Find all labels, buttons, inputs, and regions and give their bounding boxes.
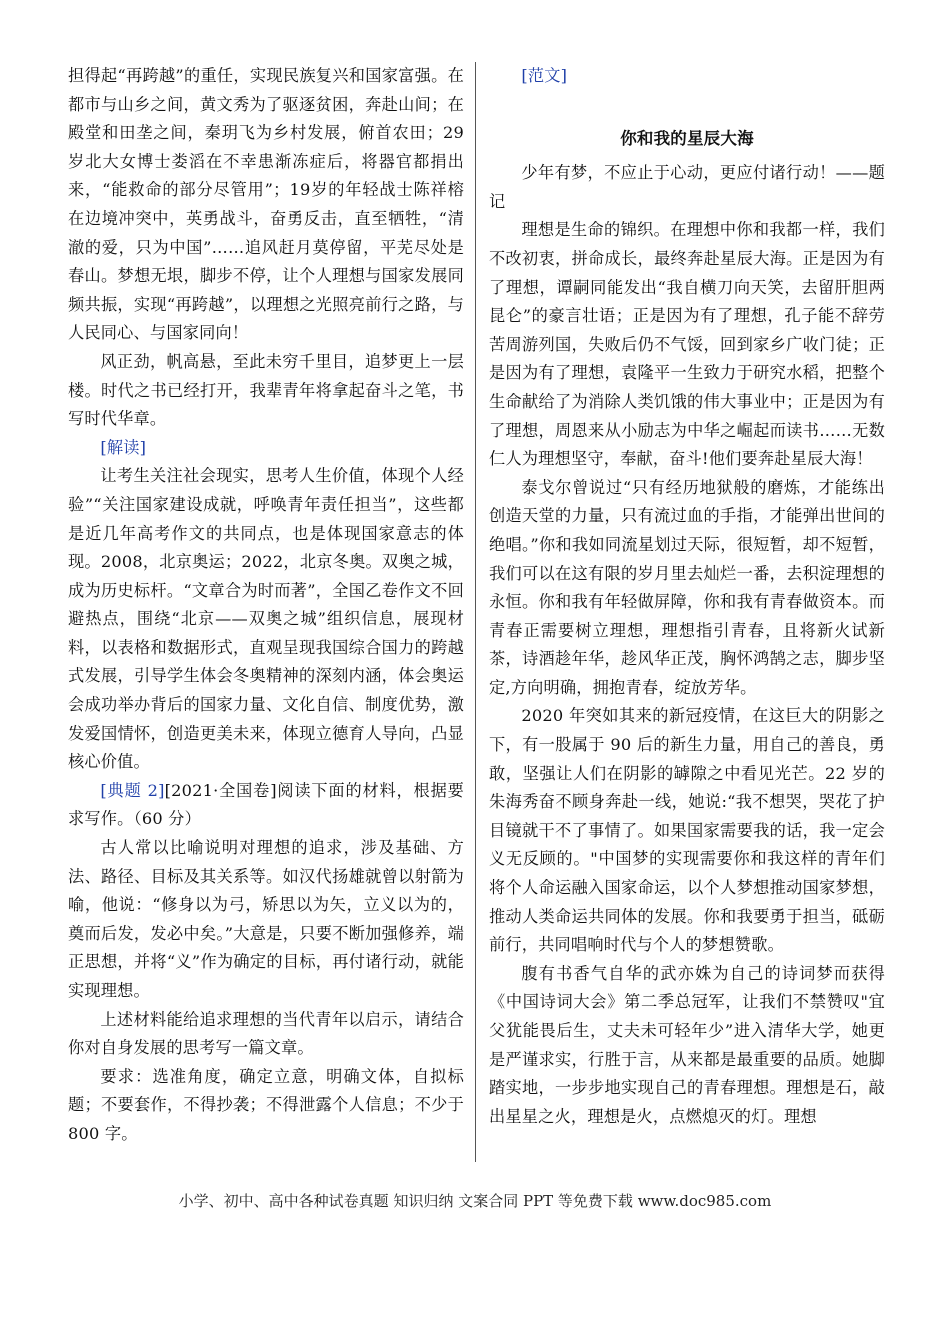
material-paragraph: 古人常以比喻说明对理想的追求，涉及基础、方法、路径、目标及其关系等。如汉代扬雄就曾以射箭为喻，他说：“修身以为弓，矫思以为矢，立义以为的，奠而后发，发必中矣。”大意是，只要不断加强修养，端正思想，并将“义”作为确定的目标，再付诸行动，就能实现理想。: [68, 838, 464, 1000]
section-tag-dianti: [典题 2]: [100, 780, 165, 800]
requirements-paragraph: 要求：选准角度，确定立意，明确文体，自拟标题；不要套作，不得抄袭；不得泄露个人信息；不少于 800 字。: [68, 1066, 464, 1143]
essay-paragraph-1: 理想是生命的锦织。在理想中你和我都一样，我们不改初衷，拼命成长，最终奔赴星辰大海。正是因为有了理想，谭嗣同能发出“我自横刀向天笑，去留肝胆两昆仑”的豪言壮语；正是因为有了理想，孔子能不辞劳苦周游列国，失败后仍不气馁，回到家乡广收门徒；正是因为有了理想，袁隆平一生致力于研究水稻，把整个生命献给了为消除人类饥饿的伟大事业中；正是因为有了理想，周恩来从小励志为中华之崛起而读书……无数仁人为理想坚守，奉献，奋斗!他们要奔赴星辰大海！: [489, 220, 885, 469]
essay-paragraph-3: 2020 年突如其来的新冠疫情，在这巨大的阴影之下，有一股属于 90 后的新生力量，用自己的善良，勇敢，坚强让人们在阴影的罅隙之中看见光芒。22 岁的朱海秀奋不顾身奔赴一线，她说:“我不想哭，哭花了护目镜就干不了事情了。如果国家需要我的话，我一定会义无反顾的。"中国梦的实现需要你和我这样的青年们将个人命运融入国家命运，以个人梦想推动国家梦想，推动人类命运共同体的发展。你和我要勇于担当，砥砺前行，共同唱响时代与个人的梦想赞歌。: [489, 706, 885, 955]
prompt-paragraph: 上述材料能给追求理想的当代青年以启示，请结合你对自身发展的思考写一篇文章。: [68, 1009, 464, 1058]
section-tag-jiedu: [解读]: [100, 437, 147, 457]
right-column: [489, 62, 885, 1131]
left-column: [68, 62, 464, 1149]
essay-title: 你和我的星辰大海: [620, 128, 754, 148]
essay-paragraph-4: 腹有书香气自华的武亦姝为自己的诗词梦而获得《中国诗词大会》第二季总冠军，让我们不禁赞叹"宜父犹能畏后生，丈夫未可轻年少”进入清华大学，她更是严谨求实，行胜于言，从来都是最重要的品质。她脚踏实地，一步步地实现自己的青春理想。理想是石，敲出星星之火，理想是火，点燃熄灭的灯。理想: [489, 963, 885, 1126]
dianti-heading-text: [2021·全国卷]阅读下面的材料，根据要求写作。（60 分）: [68, 780, 465, 829]
left-paragraph-wind: 风正劲，帆高悬，至此未穷千里目，追梦更上一层楼。时代之书已经打开，我辈青年将拿起奋斗之笔，书写时代华章。: [68, 351, 464, 429]
left-paragraph-top: 担得起“再跨越”的重任，实现民族复兴和国家富强。在都市与山乡之间，黄文秀为了驱逐贫困，奔赴山间；在殿堂和田垄之间，秦玥飞为乡村发展，俯首农田；29岁北大女博士娄滔在不幸患渐冻症后，将器官都捐出来，“能救命的部分尽管用”；19岁的年轻战士陈祥榕在边境冲突中，英勇战斗，奋勇反击，直至牺牲，“清澈的爱，只为中国”……追风赶月莫停留，平芜尽处是春山。梦想无垠，脚步不停，让个人理想与国家发展同频共振，实现“再跨越”，以理想之光照亮前行之路，与人民同心、与国家同向！: [68, 66, 464, 343]
essay-paragraph-2: 泰戈尔曾说过“只有经历地狱般的磨炼，才能练出创造天堂的力量，只有流过血的手指，才能弹出世间的绝唱。”你和我如同流星划过天际，很短暂，却不短暂，我们可以在这有限的岁月里去灿烂一番，去积淀理想的永恒。你和我有年轻做屏障，你和我有青春做资本。而青春正需要树立理想，理想指引青春，且将新火试新茶，诗酒趁年华，趁风华正茂，胸怀鸿鹄之志，脚步坚定,方向明确，拥抱青春，绽放芳华。: [489, 477, 885, 697]
column-divider: [475, 62, 476, 1162]
section-tag-fanwen: [范文]: [521, 66, 568, 85]
page-footer: 小学、初中、高中各种试卷真题 知识归纳 文案合同 PPT 等免费下载 www.doc985.com: [178, 1192, 772, 1210]
dianti-heading: [68, 777, 464, 834]
essay-epigraph: 少年有梦，不应止于心动，更应付诸行动！——题记: [489, 163, 885, 211]
jiedu-paragraph: 让考生关注社会现实，思考人生价值，体现个人经验”“关注国家建设成就，呼唤青年责任担当”，这些都是近几年高考作文的共同点，也是体现国家意志的体现。2008，北京奥运；2022，北京冬奥。双奥之城，成为历史标杆。“文章合为时而著”，全国乙卷作文不回避热点，围绕“北京——双奥之城”组织信息，展现材料，以表格和数据形式，直观呈现我国综合国力的跨越式发展，引导学生体会冬奥精神的深刻内涵，体会奥运会成功举办背后的国家力量、文化自信、制度优势，激发爱国情怀，创造更美未来，体现立德育人导向，凸显核心价值。: [68, 466, 464, 772]
